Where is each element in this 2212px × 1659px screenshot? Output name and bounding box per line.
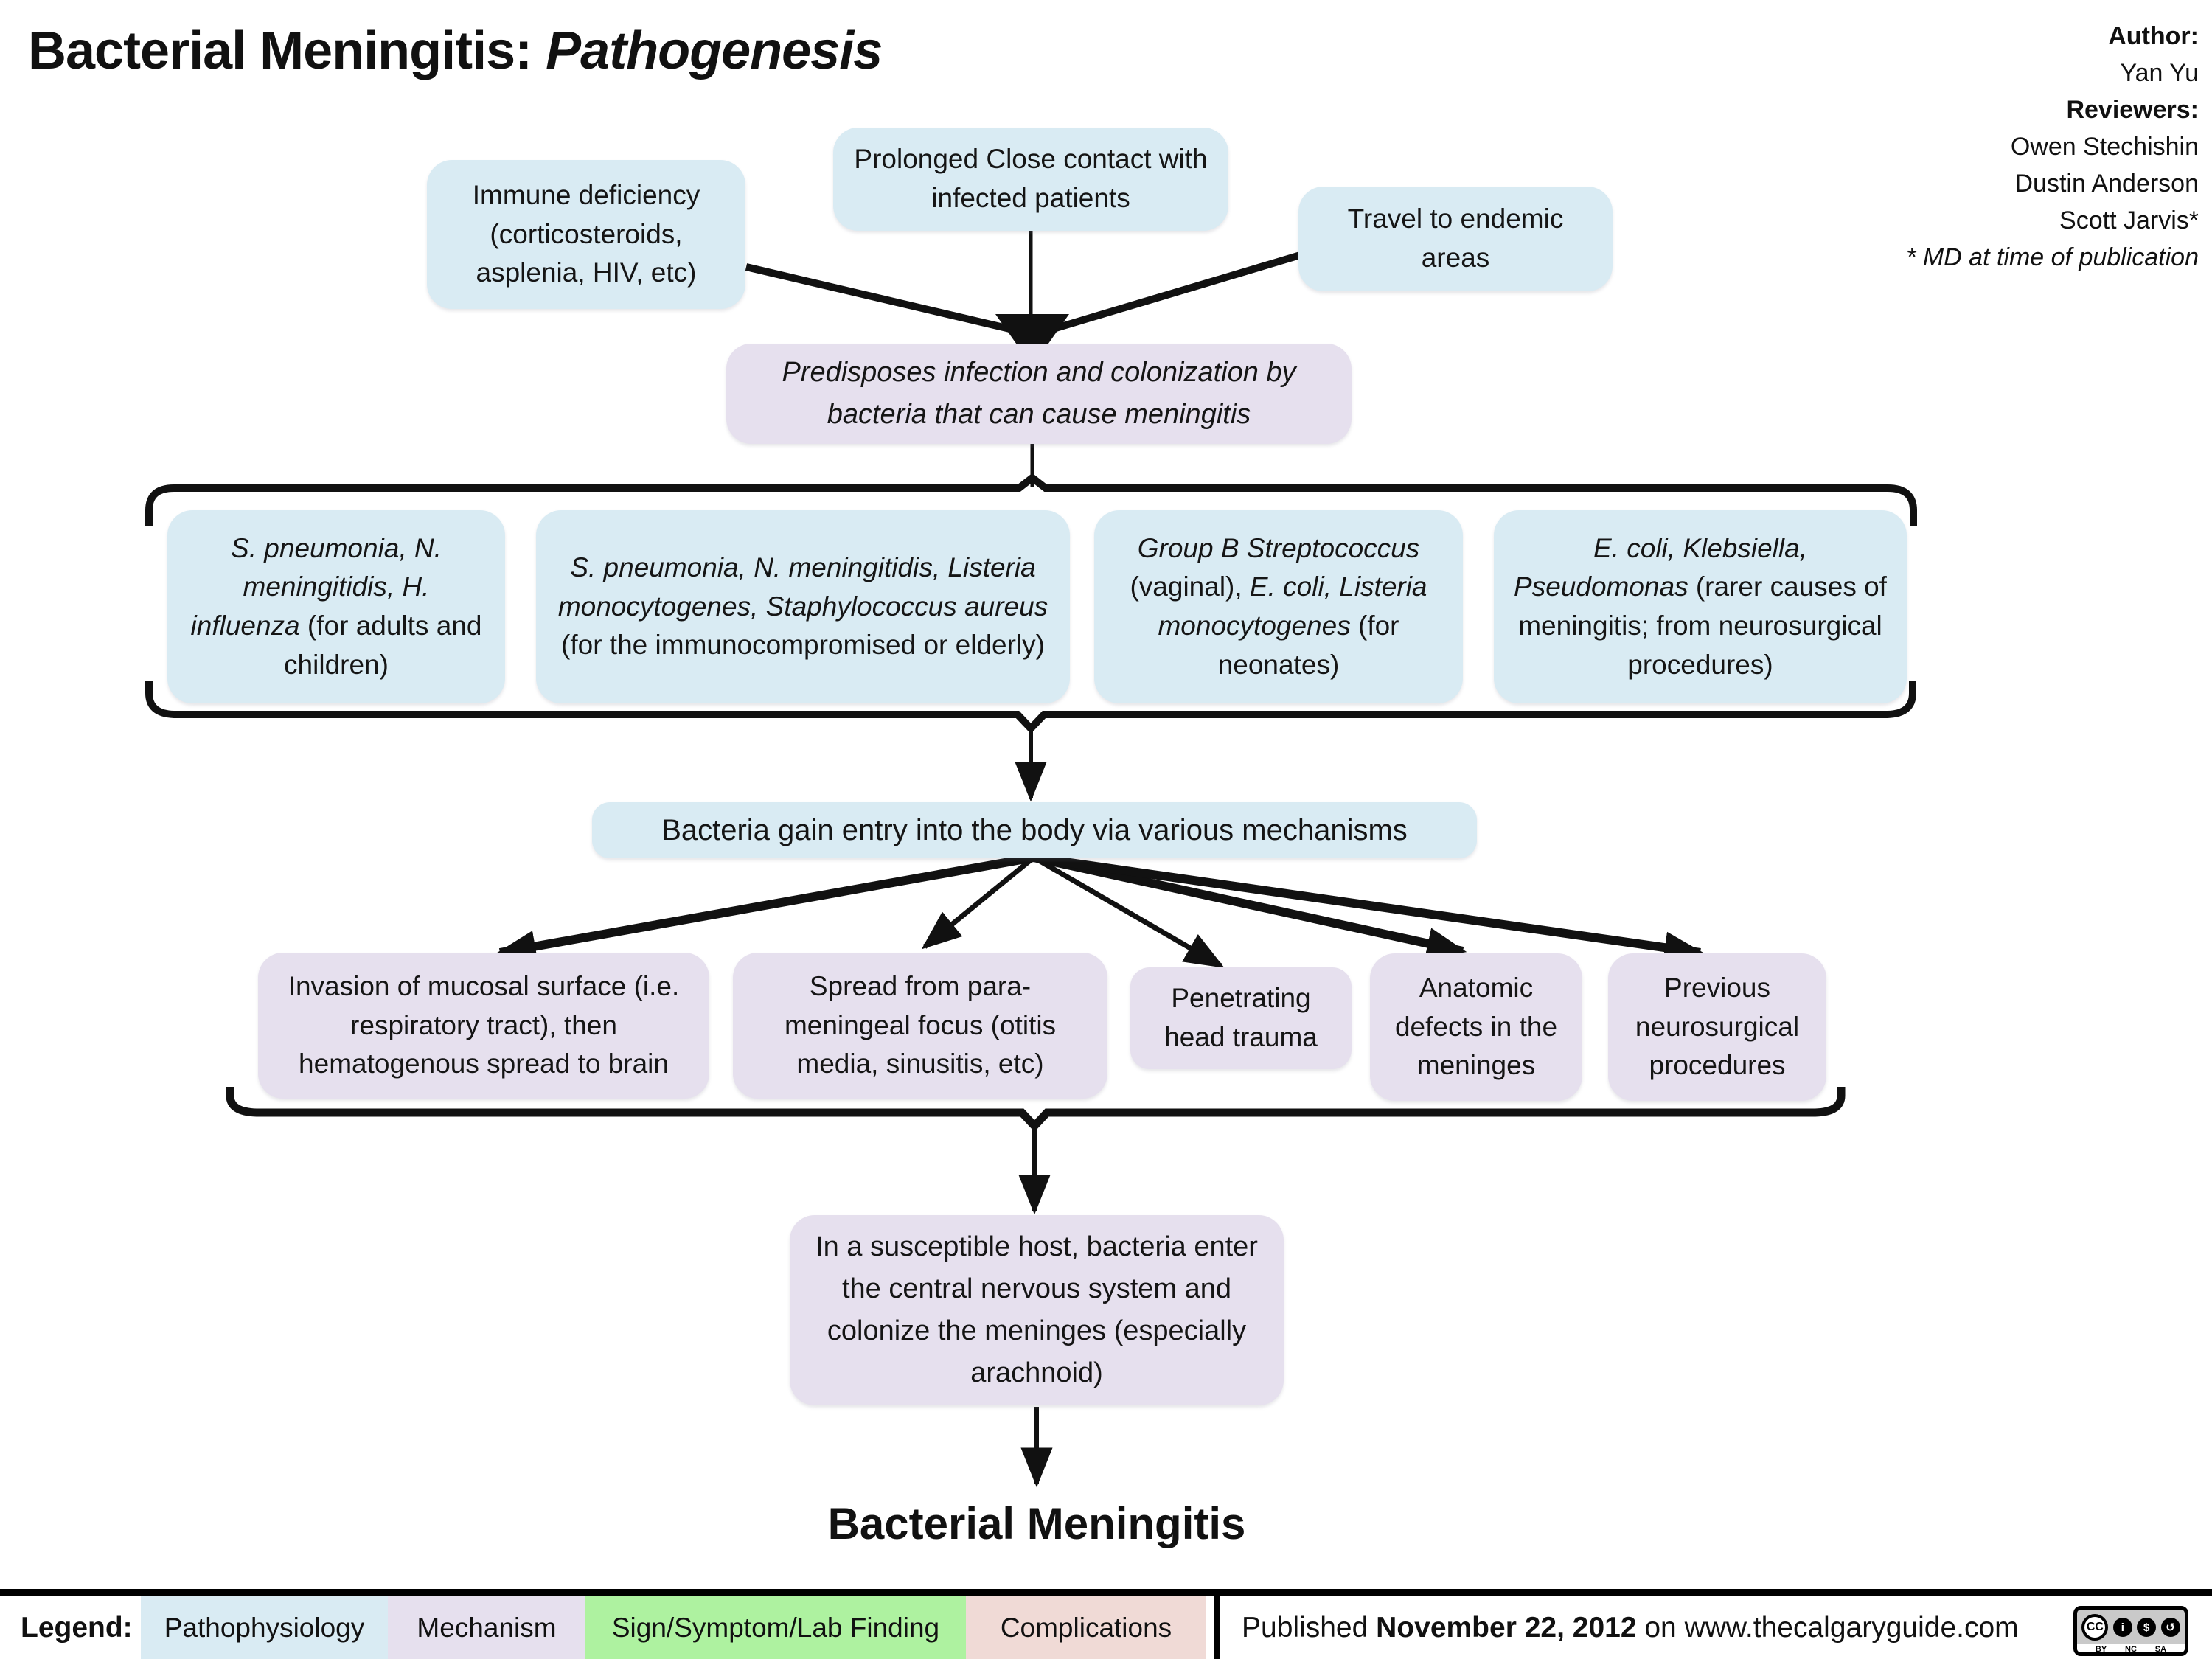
node-organisms-immunocompromised: S. pneumonia, N. meningitidis, Listeria monocytogenes, Staphylococcus aureus (for the immunocompromised or elderly)	[536, 510, 1070, 703]
published-site: www.thecalgaryguide.com	[1684, 1612, 2019, 1644]
legend-item-complications: Complications	[966, 1596, 1206, 1659]
cc-icon-row	[2077, 1610, 2185, 1644]
node-cns-colonization: In a susceptible host, bacteria enter the central nervous system and colonize the meninges (especially arachnoid)	[790, 1215, 1284, 1405]
reviewer-name: Scott Jarvis*	[2059, 206, 2199, 234]
node-anatomic-defects: Anatomic defects in the meninges	[1370, 953, 1582, 1101]
outcome-label: Bacterial Meningitis	[827, 1499, 1246, 1548]
cc-caption	[2077, 1644, 2185, 1655]
published-prefix: Published	[1242, 1612, 1377, 1644]
edge-travel-to-predisposes	[1048, 249, 1320, 330]
title-main: Bacterial Meningitis:	[28, 21, 546, 80]
cc-logo-icon: CC	[2081, 1614, 2108, 1641]
edge-to-prev-neurosurgery	[1034, 858, 1700, 953]
edge-to-anatomic-defects	[1034, 858, 1463, 951]
cc-sa-icon: ↺	[2161, 1618, 2180, 1637]
cc-by-icon: i	[2113, 1618, 2132, 1637]
node-head-trauma: Penetrating head trauma	[1130, 967, 1352, 1069]
reviewer-name: Dustin Anderson	[2014, 170, 2199, 198]
node-organisms-adults-children: S. pneumonia, N. meningitidis, H. influenza (for adults and children)	[167, 510, 505, 703]
legend-item-sign-symptom-lab-finding: Sign/Symptom/Lab Finding	[585, 1596, 966, 1659]
node-organisms-neonates: Group B Streptococcus (vaginal), E. coli, Listeria monocytogenes (for neonates)	[1094, 510, 1463, 703]
legend-item-mechanism: Mechanism	[388, 1596, 585, 1659]
node-organisms-neurosurgical: E. coli, Klebsiella, Pseudomonas (rarer causes of meningitis; from neurosurgical procedures)	[1494, 510, 1907, 703]
title-emphasis: Pathogenesis	[546, 21, 883, 80]
cc-caption-by: BY	[2095, 1645, 2107, 1654]
node-travel-endemic: Travel to endemic areas	[1298, 187, 1613, 291]
node-close-contact: Prolonged Close contact with infected patients	[833, 128, 1228, 231]
node-predisposes: Predisposes infection and colonization by bacteria that can cause meningitis	[726, 344, 1352, 444]
cc-nc-icon: $	[2137, 1618, 2156, 1637]
reviewer-name: Owen Stechishin	[2010, 133, 2199, 161]
edge-immune-to-predisposes	[746, 267, 1016, 330]
cc-caption-nc: NC	[2125, 1645, 2137, 1654]
publication-note: * MD at time of publication	[1906, 243, 2199, 271]
node-gain-entry: Bacteria gain entry into the body via various mechanisms	[592, 802, 1477, 858]
published-text	[1242, 1596, 2019, 1659]
cc-caption-sa: SA	[2154, 1645, 2167, 1654]
node-previous-neurosurgery: Previous neurosurgical procedures	[1608, 953, 1826, 1101]
legend-label: Legend:	[21, 1612, 133, 1644]
legend-item-pathophysiology: Pathophysiology	[141, 1596, 388, 1659]
node-mucosal-invasion: Invasion of mucosal surface (i.e. respiratory tract), then hematogenous spread to brain	[258, 953, 709, 1099]
published-date: November 22, 2012	[1376, 1612, 1637, 1644]
reviewers-label: Reviewers:	[2066, 96, 2199, 124]
cc-license-badge	[2073, 1606, 2188, 1656]
published-mid: on	[1636, 1612, 1685, 1644]
author-label: Author:	[2108, 22, 2199, 50]
page-title	[28, 21, 882, 81]
node-immune-deficiency: Immune deficiency (corticosteroids, asplenia, HIV, etc)	[427, 160, 745, 309]
node-parameningeal-focus: Spread from para-meningeal focus (otitis media, sinusitis, etc)	[733, 953, 1107, 1099]
author-name: Yan Yu	[2120, 59, 2199, 87]
legend-published-divider	[1214, 1589, 1220, 1659]
credits-block	[1906, 18, 2199, 276]
edge-to-mucosal-invasion	[500, 858, 1034, 953]
footer-divider-line	[0, 1589, 2212, 1596]
